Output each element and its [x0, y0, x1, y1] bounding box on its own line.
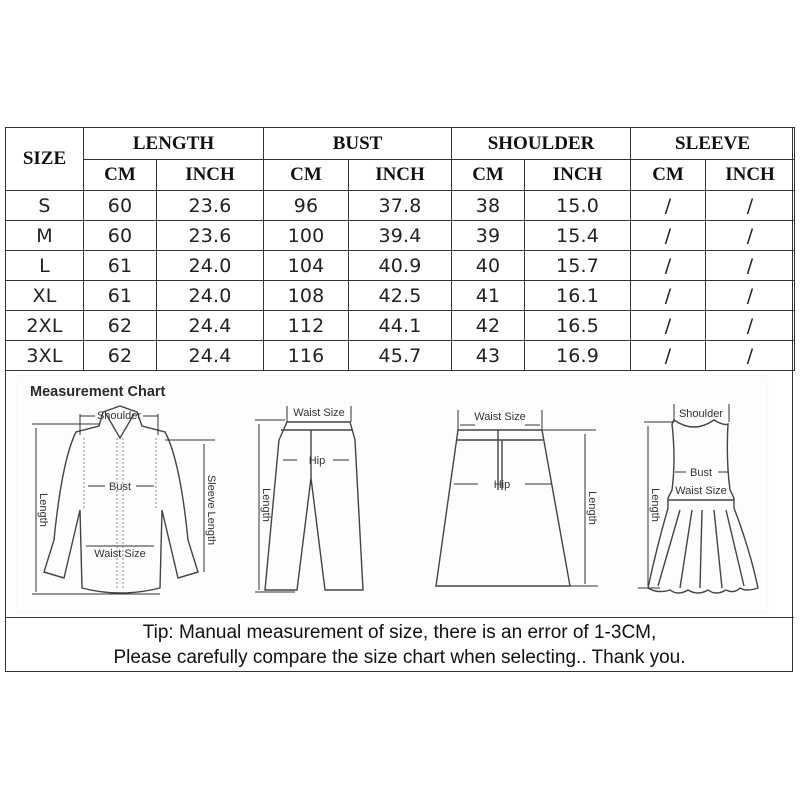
tip-line-1: Tip: Manual measurement of size, there is an error of 1-3CM,	[142, 622, 657, 643]
length-inch-cell: 24.4	[157, 311, 264, 341]
length-inch-cell: 23.6	[157, 221, 264, 251]
size-cell: 3XL	[6, 341, 84, 371]
sleeve-cm-cell: /	[631, 341, 706, 371]
bust-inch-cell: 39.4	[349, 221, 452, 251]
sleeve-inch-cell: /	[706, 311, 795, 341]
table-row	[6, 281, 795, 311]
size-table	[5, 127, 795, 371]
header-row-groups	[6, 128, 795, 160]
bust-inch-cell: 44.1	[349, 311, 452, 341]
dress-waist-label: Waist Size	[675, 485, 727, 497]
skirt-length-label: Length	[586, 491, 598, 525]
unit-header: CM	[264, 160, 349, 191]
sleeve-cm-cell: /	[631, 191, 706, 221]
table-row	[6, 191, 795, 221]
bust-cm-cell: 96	[264, 191, 349, 221]
shirt-shoulder-label: Shoulder	[96, 410, 142, 422]
bust-cm-cell: 100	[264, 221, 349, 251]
shirt-diagram-icon	[20, 400, 220, 600]
sleeve-inch-cell: /	[706, 191, 795, 221]
unit-header: CM	[631, 160, 706, 191]
unit-header: CM	[452, 160, 525, 191]
group-header-bust: BUST	[264, 128, 452, 160]
unit-header: INCH	[525, 160, 631, 191]
shoulder-inch-cell: 15.0	[525, 191, 631, 221]
dress-bust-label: Bust	[689, 467, 713, 479]
length-inch-cell: 24.0	[157, 281, 264, 311]
shirt-sleeve-length-label: Sleeve Length	[205, 474, 217, 546]
size-cell: L	[6, 251, 84, 281]
length-cm-cell: 62	[84, 341, 157, 371]
sleeve-cm-cell: /	[631, 251, 706, 281]
shoulder-inch-cell: 15.4	[525, 221, 631, 251]
unit-header: INCH	[349, 160, 452, 191]
shoulder-cm-cell: 40	[452, 251, 525, 281]
shoulder-cm-cell: 39	[452, 221, 525, 251]
pants-length-label: Length	[260, 488, 272, 522]
table-row	[6, 311, 795, 341]
tip-line-2: Please carefully compare the size chart when selecting.. Thank you.	[113, 647, 686, 668]
size-cell: S	[6, 191, 84, 221]
length-cm-cell: 60	[84, 221, 157, 251]
bust-cm-cell: 116	[264, 341, 349, 371]
skirt-hip-label: Hip	[493, 479, 511, 491]
pants-hip-label: Hip	[308, 455, 326, 467]
dress-shoulder-label: Shoulder	[678, 408, 724, 420]
bust-cm-cell: 108	[264, 281, 349, 311]
pants-waist-label: Waist Size	[293, 407, 345, 419]
bust-inch-cell: 37.8	[349, 191, 452, 221]
shirt-bust-label: Bust	[108, 481, 132, 493]
table-row	[6, 251, 795, 281]
bust-cm-cell: 104	[264, 251, 349, 281]
pants-diagram-icon	[245, 400, 375, 600]
sleeve-cm-cell: /	[631, 281, 706, 311]
sleeve-cm-cell: /	[631, 311, 706, 341]
shoulder-inch-cell: 16.5	[525, 311, 631, 341]
sleeve-inch-cell: /	[706, 251, 795, 281]
sleeve-inch-cell: /	[706, 281, 795, 311]
bust-inch-cell: 42.5	[349, 281, 452, 311]
unit-header: INCH	[706, 160, 795, 191]
unit-header: CM	[84, 160, 157, 191]
shoulder-cm-cell: 41	[452, 281, 525, 311]
shoulder-cm-cell: 38	[452, 191, 525, 221]
skirt-waist-label: Waist Size	[474, 411, 526, 423]
size-cell: XL	[6, 281, 84, 311]
length-cm-cell: 62	[84, 311, 157, 341]
length-inch-cell: 23.6	[157, 191, 264, 221]
bust-inch-cell: 45.7	[349, 341, 452, 371]
measurement-chart-title: Measurement Chart	[30, 384, 166, 400]
header-row-units	[6, 160, 795, 191]
bust-cm-cell: 112	[264, 311, 349, 341]
shoulder-cm-cell: 42	[452, 311, 525, 341]
bust-inch-cell: 40.9	[349, 251, 452, 281]
shoulder-inch-cell: 16.9	[525, 341, 631, 371]
tip-note	[5, 617, 794, 672]
skirt-diagram-icon	[430, 400, 610, 600]
length-cm-cell: 61	[84, 281, 157, 311]
size-cell: 2XL	[6, 311, 84, 341]
dress-length-label: Length	[649, 488, 661, 522]
shirt-length-label: Length	[37, 493, 49, 527]
sleeve-cm-cell: /	[631, 221, 706, 251]
group-header-shoulder: SHOULDER	[452, 128, 631, 160]
shoulder-inch-cell: 16.1	[525, 281, 631, 311]
dress-diagram-icon	[630, 400, 780, 600]
unit-header: INCH	[157, 160, 264, 191]
length-cm-cell: 60	[84, 191, 157, 221]
length-inch-cell: 24.4	[157, 341, 264, 371]
shoulder-cm-cell: 43	[452, 341, 525, 371]
sleeve-inch-cell: /	[706, 341, 795, 371]
table-row	[6, 221, 795, 251]
length-inch-cell: 24.0	[157, 251, 264, 281]
sleeve-inch-cell: /	[706, 221, 795, 251]
shoulder-inch-cell: 15.7	[525, 251, 631, 281]
size-cell: M	[6, 221, 84, 251]
size-header: SIZE	[6, 128, 84, 191]
group-header-length: LENGTH	[84, 128, 264, 160]
shirt-waist-label: Waist Size	[94, 548, 146, 560]
table-row	[6, 341, 795, 371]
length-cm-cell: 61	[84, 251, 157, 281]
group-header-sleeve: SLEEVE	[631, 128, 795, 160]
